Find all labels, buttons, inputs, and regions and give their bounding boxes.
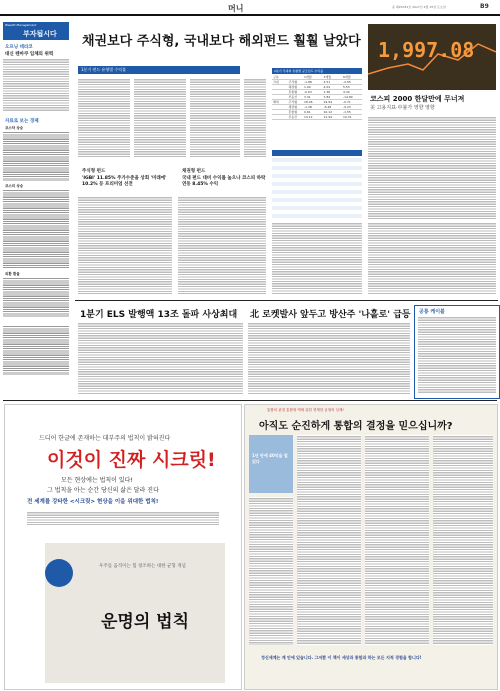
- legal-ad-foot: 정신세계는 계 안에 있습니다. 그저뿐 이 책이 세상과 통합과 하는 모든 지적 경험을 합니다!: [261, 655, 422, 660]
- fund-table: [272, 68, 362, 218]
- book-ad: [4, 404, 242, 690]
- fund-table-body: [272, 75, 362, 120]
- table-cell: -0.63: [304, 90, 312, 94]
- table-cell: 19.94: [323, 100, 333, 104]
- market-table-4: [3, 325, 69, 375]
- table-cell: 10.31: [343, 115, 352, 119]
- chart-title: 1분기 펀드 유형별 수익률: [81, 67, 126, 72]
- right-article-body: [272, 222, 362, 294]
- table-cell: [273, 90, 287, 94]
- table-cell: -1.88: [304, 80, 312, 84]
- table-cell: -6.48: [323, 105, 332, 109]
- legal-ad-col-1: [297, 435, 361, 645]
- defense-headline: 北 로켓발사 앞두고 방산주 '나홀로' 급등: [250, 310, 411, 320]
- table-cell: 4.04: [323, 85, 331, 89]
- subsection-2-label: 채권형 펀드: [182, 169, 206, 174]
- subsection-1-label: 주식형 펀드: [82, 169, 106, 174]
- table-cell: 채권형: [288, 85, 298, 89]
- table-cell: 2.51: [323, 80, 331, 84]
- market-list-label-2: 코스피 상승: [5, 184, 24, 188]
- table-cell: -14.80: [343, 95, 353, 99]
- table-cell: 18.46: [304, 100, 313, 104]
- fund-table-title: [272, 68, 362, 74]
- table-cell: [273, 85, 287, 89]
- table-row: [272, 115, 362, 120]
- sidebar-section-title: 자료로 보는 경제: [5, 119, 39, 124]
- article-col-3: [190, 78, 240, 158]
- table-cell: -0.71: [343, 100, 351, 104]
- table-cell: [289, 75, 303, 79]
- table-cell: 1.36: [323, 90, 331, 94]
- index-caption: 코스피 2000 한달만에 무너져: [370, 95, 465, 103]
- book-ad-line1: 모든 현상에는 법칙이 있다!: [61, 477, 133, 484]
- book-ad-line2: 그 법칙을 아는 순간 당신의 삶은 달라 진다: [47, 487, 159, 494]
- sidebar: [3, 20, 69, 400]
- index-chart: [368, 24, 496, 90]
- column-title: 오프닝 데라코: [5, 45, 33, 50]
- table-cell: -9.23: [343, 105, 351, 109]
- table-cell: 4.34: [343, 90, 350, 94]
- table-cell: 11.94: [323, 115, 333, 119]
- divider-1: [75, 300, 498, 301]
- table-cell: 0.61: [304, 110, 311, 114]
- table-cell: 3개월: [323, 75, 332, 79]
- table-cell: [273, 95, 287, 99]
- table-cell: 10.12: [323, 110, 333, 114]
- book-tag: 우주를 움직이는 힘 창조하는 대한 균형 개념: [99, 564, 186, 569]
- wealth-logo: [3, 22, 69, 40]
- market-list-label-3: 외환 환율: [5, 272, 20, 276]
- table-cell: 주식형: [288, 80, 298, 84]
- table-cell: 해외: [273, 100, 279, 104]
- sidebar-box: [414, 305, 500, 399]
- table-cell: -2.65: [343, 80, 351, 84]
- subsection-2-head: 국내 펀드 대비 수익률 높으나 코스피 하락 연동 8.45% 수익: [182, 176, 266, 187]
- sidebar-box-title: 공룡 케이블: [419, 309, 445, 315]
- page-number: B9: [480, 3, 489, 10]
- story-body: [3, 58, 69, 112]
- fund-table-2: [272, 158, 362, 218]
- sidebar-box-body: [418, 316, 496, 394]
- table-cell: 14.12: [304, 115, 313, 119]
- header-rule: [0, 14, 500, 16]
- table-cell: 5.53: [343, 85, 350, 89]
- table-cell: 주식형: [288, 100, 298, 104]
- article-col-4: [244, 78, 266, 158]
- table-cell: -1.38: [304, 105, 312, 109]
- chart-title-bar: [78, 66, 240, 74]
- issue-meta: 중 제20331호 2017년 4월 15일 토요일: [392, 5, 446, 9]
- subsection-1-head: 'IGBI' 11.85% 주가수준을 상회 '미래에' 10.2% 등 프리미엄 선전: [82, 176, 167, 187]
- legal-ad-top: 통합의 관점 통합형 엑세 위한 현제한 균형의 실제!: [267, 408, 344, 412]
- book-cover: [45, 543, 225, 683]
- article-col-2: [134, 78, 186, 158]
- index-article: [368, 116, 496, 220]
- book-badge: [45, 559, 73, 587]
- table-cell: 혼합형: [288, 90, 298, 94]
- logo-top: Wealth Management: [5, 23, 37, 27]
- els-body: [78, 322, 243, 394]
- table-cell: [273, 110, 287, 114]
- table-cell: 1.09: [304, 85, 311, 89]
- divider-2: [3, 400, 497, 401]
- subsection-2-body: [178, 196, 266, 294]
- legal-ad-left-box: [249, 435, 293, 493]
- table-cell: 부동산: [288, 95, 298, 99]
- els-headline: 1분기 ELS 발행액 13조 돌파 사상최대: [80, 310, 238, 320]
- book-ad-intro: 드디어 한글에 존재하는 대부주의 법칙이 밝혀진다: [39, 435, 171, 442]
- index-value: 1,997.08: [378, 38, 475, 62]
- legal-ad-col-3: [433, 435, 493, 645]
- logo-bottom: 부자됩시다: [23, 30, 57, 38]
- book-title: 운명의 법칙: [101, 612, 190, 632]
- fund-table-title-text: 1분기 국내외 유형별 공모펀드 수익률: [274, 69, 324, 73]
- table-cell: [273, 115, 287, 119]
- legal-ad-left-box-text: 1년 만에 40억을 벌었다: [252, 453, 288, 464]
- table-cell: 1개월: [304, 75, 312, 79]
- market-list-label: 코스닥 상승: [5, 126, 24, 130]
- table-cell: [273, 105, 287, 109]
- market-table: [3, 131, 69, 181]
- table-cell: 6개월: [343, 75, 351, 79]
- market-table-2: [3, 189, 69, 269]
- story-headline: 대신 텐마쿠 입체의 위력: [5, 52, 54, 57]
- book-ad-big: 이것이 진짜 시크릿!: [47, 449, 216, 471]
- article-col-1: [78, 78, 130, 158]
- legal-ad-headline: 아직도 순진하게 통합의 결정을 믿으십니까?: [259, 421, 453, 432]
- table-cell: 7.84: [323, 95, 331, 99]
- table-cell: -1.55: [343, 110, 351, 114]
- page-header: [0, 0, 500, 20]
- fund-table-2-title: [272, 150, 362, 156]
- table-cell: 국내: [273, 80, 279, 84]
- table-cell: 혼합형: [288, 110, 298, 114]
- market-table-3: [3, 277, 69, 317]
- index-sub: 美 고용지표·中불가 영향 영향: [370, 105, 435, 111]
- book-ad-copy: [27, 511, 219, 525]
- table-cell: 3.31: [304, 95, 311, 99]
- main-headline: 채권보다 주식형, 국내보다 해외펀드 훨훨 날았다: [82, 34, 361, 49]
- legal-ad-col-2: [365, 435, 429, 645]
- table-cell: 부동산: [288, 115, 298, 119]
- index-article-2: [368, 222, 496, 294]
- subsection-1-body: [78, 196, 172, 294]
- table-cell: 구분: [273, 75, 279, 79]
- defense-body: [248, 322, 410, 394]
- book-ad-line3: 전 세계를 강타한 <시크릿> 현상을 이을 위대한 법칙!: [27, 499, 159, 505]
- table-cell: 채권형: [288, 105, 298, 109]
- section-label: 머니: [228, 4, 244, 13]
- legal-ad: [244, 404, 498, 690]
- legal-ad-left-col: [249, 497, 293, 645]
